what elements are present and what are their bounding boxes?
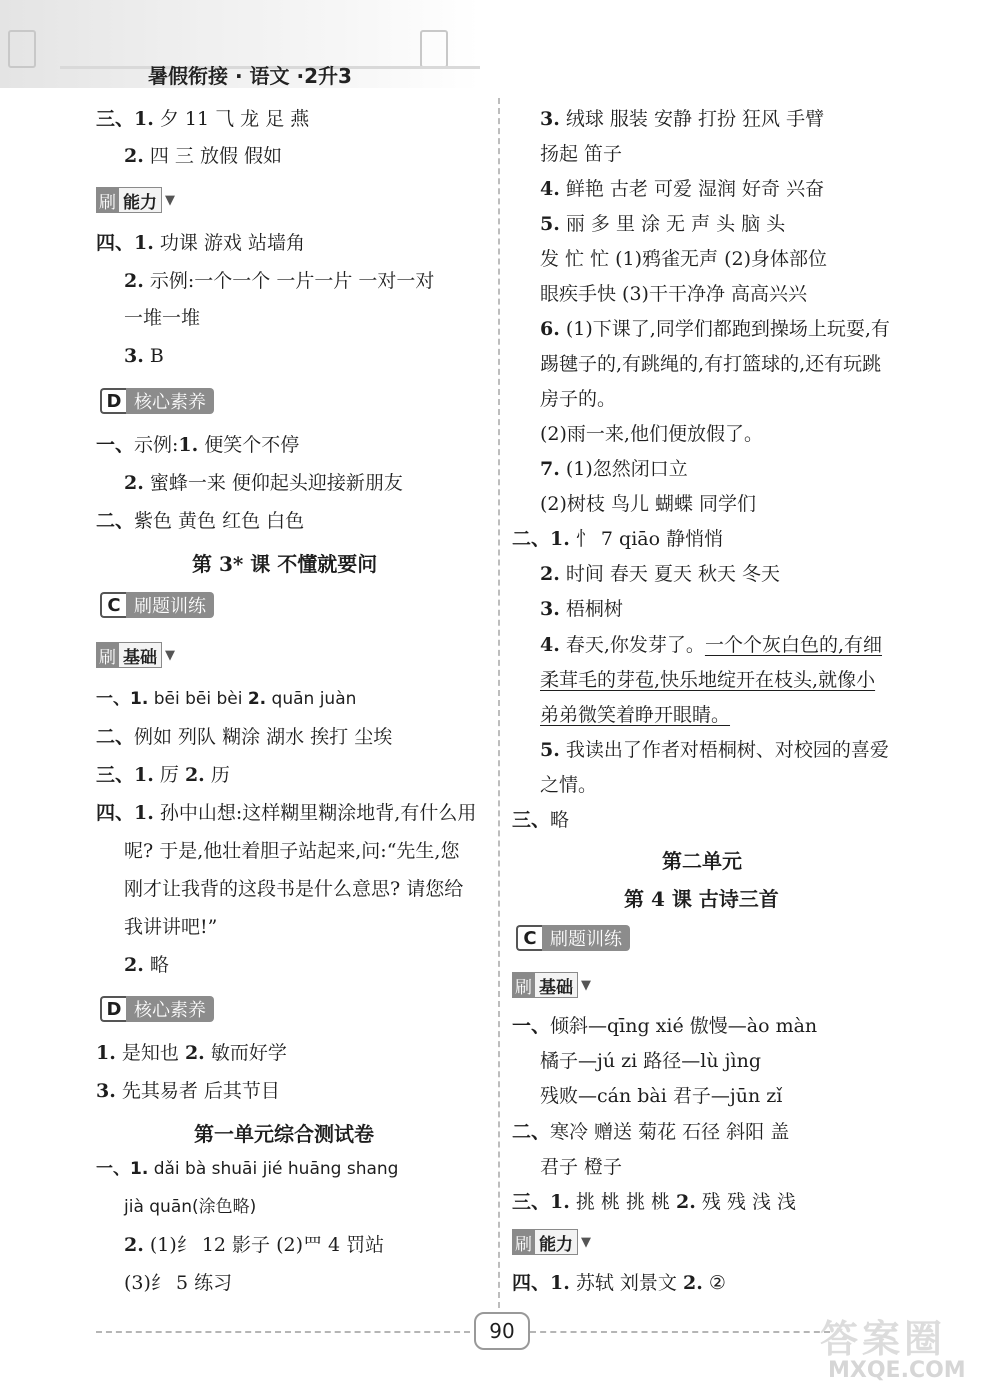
answer-line: 一、示例:1. 便笑个不停	[96, 434, 300, 456]
answer-line: 三、1. 厉 2. 历	[96, 764, 230, 786]
answer-line: 2. (1)纟 12 影子 (2)罒 4 罚站	[124, 1234, 385, 1256]
answer-line: 4. 春天,你发芽了。一个个灰白色的,有细	[540, 634, 882, 656]
answer-line: 踢毽子的,有跳绳的,有打篮球的,还有玩跳	[540, 353, 882, 375]
header-decoration	[8, 30, 36, 68]
answer-line: 君子 橙子	[540, 1156, 623, 1178]
lesson-title: 第 3* 课 不懂就要问	[192, 552, 378, 576]
answer-line: 3. 绒球 服装 安静 打扮 狂风 手臂	[540, 108, 825, 130]
triangle-down-icon: ▼	[581, 1234, 591, 1250]
triangle-down-icon: ▼	[165, 647, 175, 663]
answer-line: 我讲讲吧!”	[124, 916, 218, 938]
answer-line: 2. 时间 春天 夏天 秋天 冬天	[540, 563, 781, 585]
answer-line: 1. 是知也 2. 敏而好学	[96, 1042, 287, 1064]
triangle-down-icon: ▼	[581, 977, 591, 993]
answer-line: 二、例如 列队 糊涂 湖水 挨打 尘埃	[96, 726, 393, 748]
section-tag-ability: 刷 能力 ▼	[512, 1229, 591, 1255]
answer-line: 3. 梧桐树	[540, 598, 623, 620]
watermark-url: MXQE.COM	[828, 1358, 966, 1383]
answer-line: 弟弟微笑着睁开眼睛。	[540, 704, 731, 726]
answer-line: 二、寒冷 赠送 菊花 石径 斜阳 盖	[512, 1121, 790, 1143]
answer-line: 3. 先其易者 后其节目	[96, 1080, 280, 1102]
answer-line: 发 忙 忙 (1)鸦雀无声 (2)身体部位	[540, 248, 827, 270]
footer-rule-right	[530, 1331, 830, 1333]
section-badge-core-literacy: D 核心素养	[100, 388, 214, 414]
answer-line: 房子的。	[540, 388, 617, 410]
answer-line: 呢? 于是,他壮着胆子站起来,问:“先生,您	[124, 840, 460, 862]
header-decoration	[420, 30, 448, 68]
triangle-down-icon: ▼	[165, 192, 175, 208]
header-title: 暑假衔接 · 语文 ·2升3	[148, 64, 352, 88]
section-badge-drill: C 刷题训练	[100, 592, 214, 618]
answer-line: 刚才让我背的这段书是什么意思? 请您给	[124, 878, 464, 900]
unit-test-title: 第一单元综合测试卷	[194, 1122, 374, 1146]
answer-line: jià quān(涂色略)	[124, 1197, 257, 1217]
answer-line: 4. 鲜艳 古老 可爱 湿润 好奇 兴奋	[540, 178, 825, 200]
section-tag-basic: 刷 基础 ▼	[96, 642, 175, 668]
section-badge-drill: C 刷题训练	[516, 925, 630, 951]
answer-line: 眼疾手快 (3)干干净净 高高兴兴	[540, 283, 807, 305]
page-number: 90	[474, 1312, 530, 1350]
section-badge-core-literacy: D 核心素养	[100, 996, 214, 1022]
answer-line: 3. B	[124, 345, 164, 367]
answer-line: 橘子—jú zi 路径—lù jìng	[540, 1050, 762, 1072]
section-tag-ability: 刷 能力 ▼	[96, 187, 175, 213]
answer-line: (2)雨一来,他们便放假了。	[540, 423, 763, 445]
answer-line: 2. 略	[124, 954, 169, 976]
answer-line: 5. 丽 多 里 涂 无 声 头 脑 头	[540, 213, 786, 235]
answer-line: 一、倾斜—qīng xié 傲慢—ào màn	[512, 1015, 818, 1037]
footer-rule-left	[96, 1331, 470, 1333]
answer-line: 二、紫色 黄色 红色 白色	[96, 510, 305, 532]
lesson-title: 第 4 课 古诗三首	[624, 887, 779, 911]
answer-line: 2. 示例:一个一个 一片一片 一对一对	[124, 270, 435, 292]
answer-line: 柔茸毛的芽苞,快乐地绽开在枝头,就像小	[540, 669, 876, 691]
answer-line: 一堆一堆	[124, 307, 201, 329]
answer-line: 2. 蜜蜂一来 便仰起头迎接新朋友	[124, 472, 403, 494]
answer-line: 2. 四 三 放假 假如	[124, 145, 283, 167]
answer-line: 二、1. 忄 7 qiāo 静悄悄	[512, 528, 724, 550]
unit-title: 第二单元	[662, 849, 742, 873]
answer-line: (2)树枝 鸟儿 蝴蝶 同学们	[540, 493, 757, 515]
page-header	[0, 0, 480, 88]
answer-line: (3)纟 5 练习	[124, 1272, 233, 1294]
answer-line: 残败—cán bài 君子—jūn zǐ	[540, 1085, 783, 1107]
answer-line: 扬起 笛子	[540, 143, 623, 165]
answer-line: 6. (1)下课了,同学们都跑到操场上玩耍,有	[540, 318, 890, 340]
answer-line: 四、1. 苏轼 刘景文 2. ②	[512, 1272, 726, 1294]
answer-line: 5. 我读出了作者对梧桐树、对校园的喜爱	[540, 739, 889, 761]
answer-line: 一、1. bēi bēi bèi 2. quān juàn	[96, 689, 357, 709]
section-tag-basic: 刷 基础 ▼	[512, 972, 591, 998]
answer-line: 之情。	[540, 774, 598, 796]
answer-line: 三、略	[512, 809, 570, 831]
answer-line: 四、1. 功课 游戏 站墙角	[96, 232, 305, 254]
answer-line: 7. (1)忽然闭口立	[540, 458, 688, 480]
column-divider	[498, 98, 500, 1308]
answer-line: 一、1. dǎi bà shuāi jié huāng shang	[96, 1159, 399, 1179]
answer-line: 三、1. 夕 11 ⺄ 龙 足 燕	[96, 108, 310, 130]
watermark-logo: 答案圈	[820, 1317, 947, 1361]
answer-line: 三、1. 挑 桃 挑 桃 2. 残 残 浅 浅	[512, 1191, 797, 1213]
answer-line: 四、1. 孙中山想:这样糊里糊涂地背,有什么用	[96, 802, 477, 824]
